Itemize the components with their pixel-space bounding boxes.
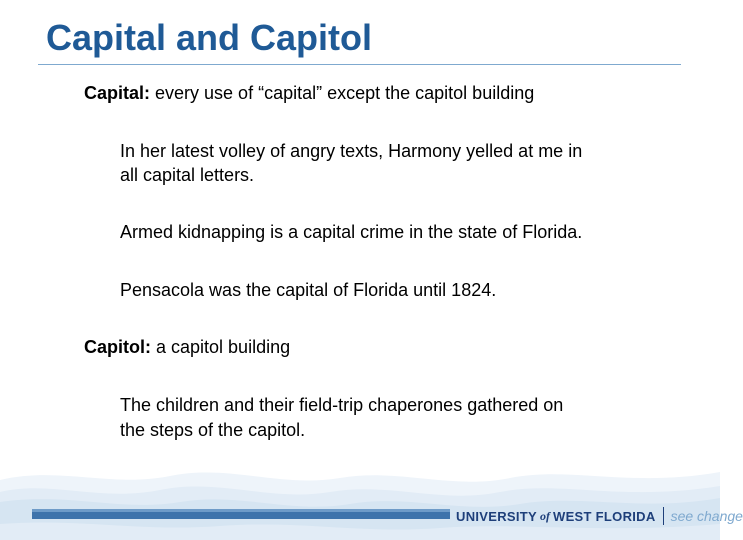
example-4-line-2: the steps of the capitol.: [120, 420, 306, 440]
example-1-line-1: In her latest volley of angry texts, Harmony yelled at me in: [120, 141, 583, 161]
capital-term: Capital:: [84, 83, 151, 103]
logo-university: UNIVERSITY: [456, 508, 538, 524]
footer-wave-decoration: [0, 458, 720, 540]
capitol-term: Capitol:: [84, 337, 151, 357]
capital-definition: [84, 81, 534, 105]
example-2: Armed kidnapping is a capital crime in the state of Florida.: [120, 222, 583, 242]
slide-title: Capital and Capitol: [46, 17, 373, 58]
example-1-line-2: all capital letters.: [120, 165, 255, 185]
example-4-line-1: The children and their field-trip chaperones gathered on: [120, 395, 564, 415]
logo-of: of: [540, 508, 551, 523]
title-underline: [38, 64, 681, 65]
logo-tagline: see change: [670, 508, 743, 524]
capitol-definition-text: a capitol building: [151, 337, 291, 357]
example-3: Pensacola was the capital of Florida until 1824.: [120, 280, 497, 300]
capitol-definition: [84, 335, 290, 359]
logo-west-florida: WEST FLORIDA: [553, 508, 656, 524]
capital-definition-text: every use of “capital” except the capitol building: [150, 83, 535, 103]
logo-divider: [663, 507, 664, 525]
university-logo: [456, 506, 743, 526]
